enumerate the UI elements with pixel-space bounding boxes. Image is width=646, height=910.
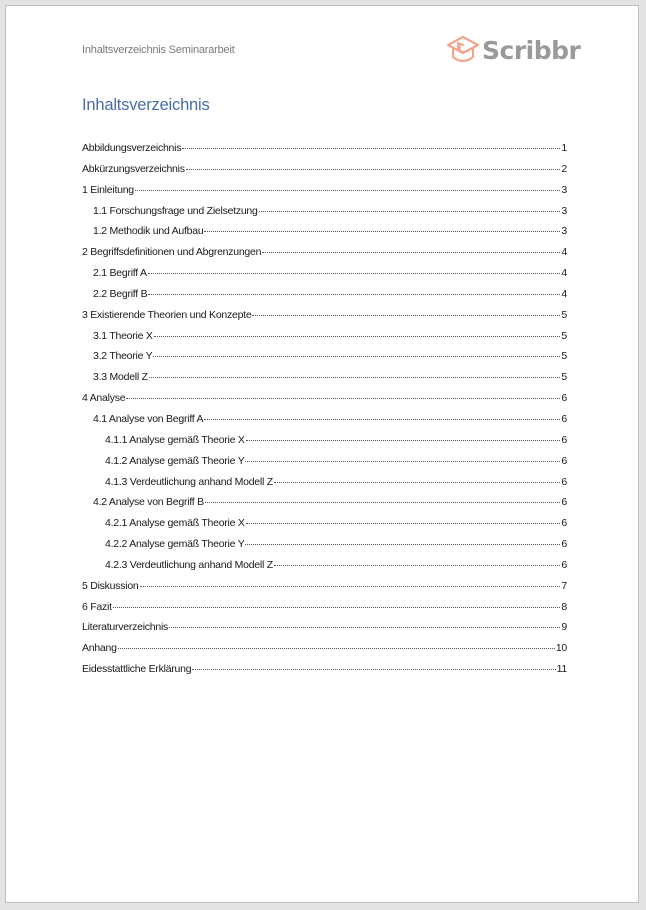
toc-entry-page-number: 6 — [561, 433, 567, 446]
toc-entry-label: 3.3 Modell Z — [93, 371, 148, 384]
toc-entry-label: 4.1.2 Analyse gemäß Theorie Y — [105, 454, 245, 467]
toc-entry-label: 4.2.3 Verdeutlichung anhand Modell Z — [105, 558, 273, 571]
dot-leader — [135, 190, 560, 191]
dot-leader — [245, 461, 560, 462]
toc-entry-label: 4.1 Analyse von Begriff A — [93, 412, 204, 425]
toc-entry[interactable] — [82, 455, 567, 476]
toc-entry-page-number: 2 — [561, 162, 567, 175]
dot-leader — [148, 294, 560, 295]
dot-leader — [186, 169, 560, 170]
toc-entry-label: 3.2 Theorie Y — [93, 350, 153, 363]
toc-entry-label: 1.1 Forschungsfrage und Zielsetzung — [93, 204, 258, 217]
dot-leader — [148, 273, 560, 274]
toc-entry-label: 4.1.1 Analyse gemäß Theorie X — [105, 433, 245, 446]
toc-entry-page-number: 3 — [561, 204, 567, 217]
toc-entry-page-number: 6 — [561, 454, 567, 467]
scribbr-logo — [446, 33, 580, 67]
toc-entry[interactable] — [82, 267, 567, 288]
toc-entry-page-number: 5 — [561, 329, 567, 342]
toc-entry-label: 6 Fazit — [82, 600, 112, 613]
toc-entry-label: 4 Analyse — [82, 392, 126, 405]
toc-entry[interactable] — [82, 350, 567, 371]
toc-entry[interactable] — [82, 580, 567, 601]
toc-entry[interactable] — [82, 538, 567, 559]
toc-entry-page-number: 6 — [561, 475, 567, 488]
toc-entry-label: Abbildungsverzeichnis — [82, 142, 182, 154]
dot-leader — [204, 231, 560, 232]
graduation-cap-icon — [446, 34, 480, 66]
toc-entry-label: 4.2.1 Analyse gemäß Theorie X — [105, 517, 245, 530]
dot-leader — [246, 440, 560, 441]
toc-entry[interactable] — [82, 246, 567, 267]
toc-entry-label: Anhang — [82, 642, 117, 655]
dot-leader — [274, 482, 560, 483]
toc-entry[interactable] — [82, 434, 567, 455]
toc-entry-page-number: 6 — [561, 412, 567, 425]
toc-entry-page-number: 11 — [556, 663, 567, 676]
toc-entry-page-number: 8 — [561, 600, 567, 613]
dot-leader — [118, 648, 555, 649]
toc-entry-label: 3 Existierende Theorien und Konzepte — [82, 308, 252, 321]
toc-entry-label: 4.2.2 Analyse gemäß Theorie Y — [105, 538, 245, 551]
toc-entry-page-number: 6 — [561, 496, 567, 509]
toc-entry-page-number: 7 — [561, 579, 567, 592]
document-page — [5, 5, 639, 903]
toc-entry[interactable] — [82, 163, 567, 184]
toc-entry-page-number: 6 — [561, 517, 567, 530]
toc-entry-page-number: 4 — [561, 267, 567, 280]
toc-entry-label: 5 Diskussion — [82, 579, 139, 592]
toc-entry-page-number: 3 — [561, 225, 567, 238]
toc-entry-label: Abkürzungsverzeichnis — [82, 162, 185, 175]
toc-entry-label: Literaturverzeichnis — [82, 621, 169, 634]
dot-leader — [245, 544, 560, 545]
toc-entry[interactable] — [82, 476, 567, 497]
toc-entry-page-number: 10 — [555, 642, 567, 655]
dot-leader — [154, 336, 560, 337]
dot-leader — [274, 565, 560, 566]
dot-leader — [259, 211, 560, 212]
dot-leader — [205, 502, 560, 503]
toc-entry[interactable] — [82, 392, 567, 413]
toc-entry[interactable] — [82, 621, 567, 642]
toc-entry[interactable] — [82, 309, 567, 330]
toc-entry[interactable] — [82, 371, 567, 392]
dot-leader — [149, 377, 560, 378]
toc-entry-label: Eidesstattliche Erklärung — [82, 663, 192, 676]
toc-entry[interactable] — [82, 496, 567, 517]
toc-entry[interactable] — [82, 205, 567, 226]
dot-leader — [113, 607, 560, 608]
toc-entry-label: 1 Einleitung — [82, 183, 134, 196]
toc-entry[interactable] — [82, 413, 567, 434]
toc-entry-label: 2.1 Begriff A — [93, 267, 147, 280]
toc-entry-label: 2.2 Begriff B — [93, 287, 148, 300]
dot-leader — [262, 252, 560, 253]
dot-leader — [246, 523, 560, 524]
toc-entry[interactable] — [82, 663, 567, 684]
toc-entry-label: 2 Begriffsdefinitionen und Abgrenzungen — [82, 246, 262, 259]
toc-entry-label: 1.2 Methodik und Aufbau — [93, 225, 204, 238]
toc-entry-page-number: 4 — [561, 287, 567, 300]
dot-leader — [182, 148, 560, 149]
toc-entry-page-number: 6 — [561, 392, 567, 405]
toc-entry-label: 4.1.3 Verdeutlichung anhand Modell Z — [105, 475, 273, 488]
dot-leader — [204, 419, 560, 420]
toc-entry[interactable] — [82, 184, 567, 205]
table-of-contents — [82, 142, 567, 684]
toc-entry[interactable] — [82, 559, 567, 580]
dot-leader — [169, 627, 560, 628]
toc-entry-page-number: 4 — [561, 246, 567, 259]
toc-entry[interactable] — [82, 225, 567, 246]
toc-entry[interactable] — [82, 330, 567, 351]
toc-entry-page-number: 6 — [561, 558, 567, 571]
toc-entry-label: 4.2 Analyse von Begriff B — [93, 496, 204, 509]
toc-entry-page-number: 5 — [561, 350, 567, 363]
toc-entry-page-number: 6 — [561, 538, 567, 551]
toc-title: Inhaltsverzeichnis — [82, 96, 210, 114]
toc-entry-label: 3.1 Theorie X — [93, 329, 153, 342]
dot-leader — [140, 586, 560, 587]
toc-entry[interactable] — [82, 517, 567, 538]
toc-entry[interactable] — [82, 601, 567, 622]
dot-leader — [252, 315, 560, 316]
toc-entry[interactable] — [82, 642, 567, 663]
toc-entry-page-number: 5 — [561, 371, 567, 384]
toc-entry-page-number: 9 — [561, 621, 567, 634]
logo-text: Scribbr — [482, 35, 581, 65]
toc-entry-page-number: 1 — [561, 142, 567, 154]
dot-leader — [153, 356, 560, 357]
toc-entry[interactable] — [82, 288, 567, 309]
toc-entry-page-number: 3 — [561, 183, 567, 196]
running-header: Inhaltsverzeichnis Seminararbeit — [82, 44, 235, 56]
dot-leader — [126, 398, 560, 399]
toc-entry-page-number: 5 — [561, 308, 567, 321]
dot-leader — [192, 669, 555, 670]
toc-entry[interactable] — [82, 142, 567, 163]
